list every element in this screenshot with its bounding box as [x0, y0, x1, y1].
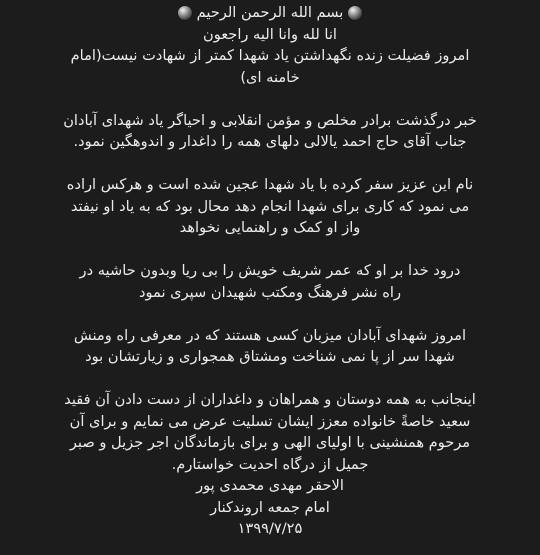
message-header [6, 2, 534, 24]
signature-date: ۱۳۹۹/۷/۲۵ [237, 520, 303, 537]
text-line: امروز فضیلت زنده نگهداشتن یاد شهدا کمتر از شهادت نیست(امام [70, 47, 470, 64]
paragraph-gap [6, 239, 534, 261]
text-line: امروز شهدای آبادان میزبان کسی هستند که در معرفی راه ومنش [73, 326, 467, 344]
paragraph-gap [6, 303, 534, 325]
text-line: شهدا سر از پا نمی شناخت ومشتاق همجواری و زیارتشان بود [85, 348, 455, 365]
text-line: خامنه ای) [240, 68, 300, 86]
signature-name: الاحقر مهدی محمدی پور [196, 477, 344, 494]
text-line: جناب آقای حاج احمد یالالی دلهای همه را داغدار و اندوهگین نمود. [73, 133, 467, 150]
paragraph-gap [6, 368, 534, 390]
paragraph-gap [6, 153, 534, 175]
gray-sphere-icon-left [178, 6, 192, 20]
basmala-text: بسم الله الرحمن الرحیم [196, 4, 344, 21]
text-line: راه نشر فرهنگ ومکتب شهیدان سپری نمود [139, 283, 401, 301]
text-line: می نمود که کاری برای شهدا انجام دهد محال بود که به یاد او نیفتد [70, 197, 470, 215]
text-line: انا لله وانا الیه راجعون [203, 25, 337, 43]
text-line: خبر درگذشت برادر مخلص و مؤمن انقلابی و احیاگر یاد شهدای آبادان [63, 111, 477, 129]
text-line: نام این عزیز سفر کرده با یاد شهدا عجین شده است و هرکس اراده [66, 176, 474, 193]
signature-title: امام جمعه اروندکنار [210, 498, 330, 516]
text-line: اینجانب به همه دوستان و همراهان و داغداران از دست دادن آن فقید [64, 391, 476, 408]
text-line: درود خدا بر او که عمر شریف خویش را بی ریا وبدون حاشیه در [79, 262, 461, 279]
gray-sphere-icon-right [348, 6, 362, 20]
text-line: سعید خاصةً خانواده معزز ایشان تسلیت عرض می نمایم و برای آن [69, 412, 471, 430]
text-line: جمیل از درگاه احدیت خواستارم. [171, 455, 369, 473]
paragraph-gap [6, 88, 534, 110]
text-line: واز او کمک و راهنمایی نخواهد [179, 219, 361, 236]
message-body [6, 2, 534, 540]
text-line: مرحوم همنشینی با اولیای الهی و برای بازماندگان اجر جزیل و صبر [69, 434, 471, 451]
